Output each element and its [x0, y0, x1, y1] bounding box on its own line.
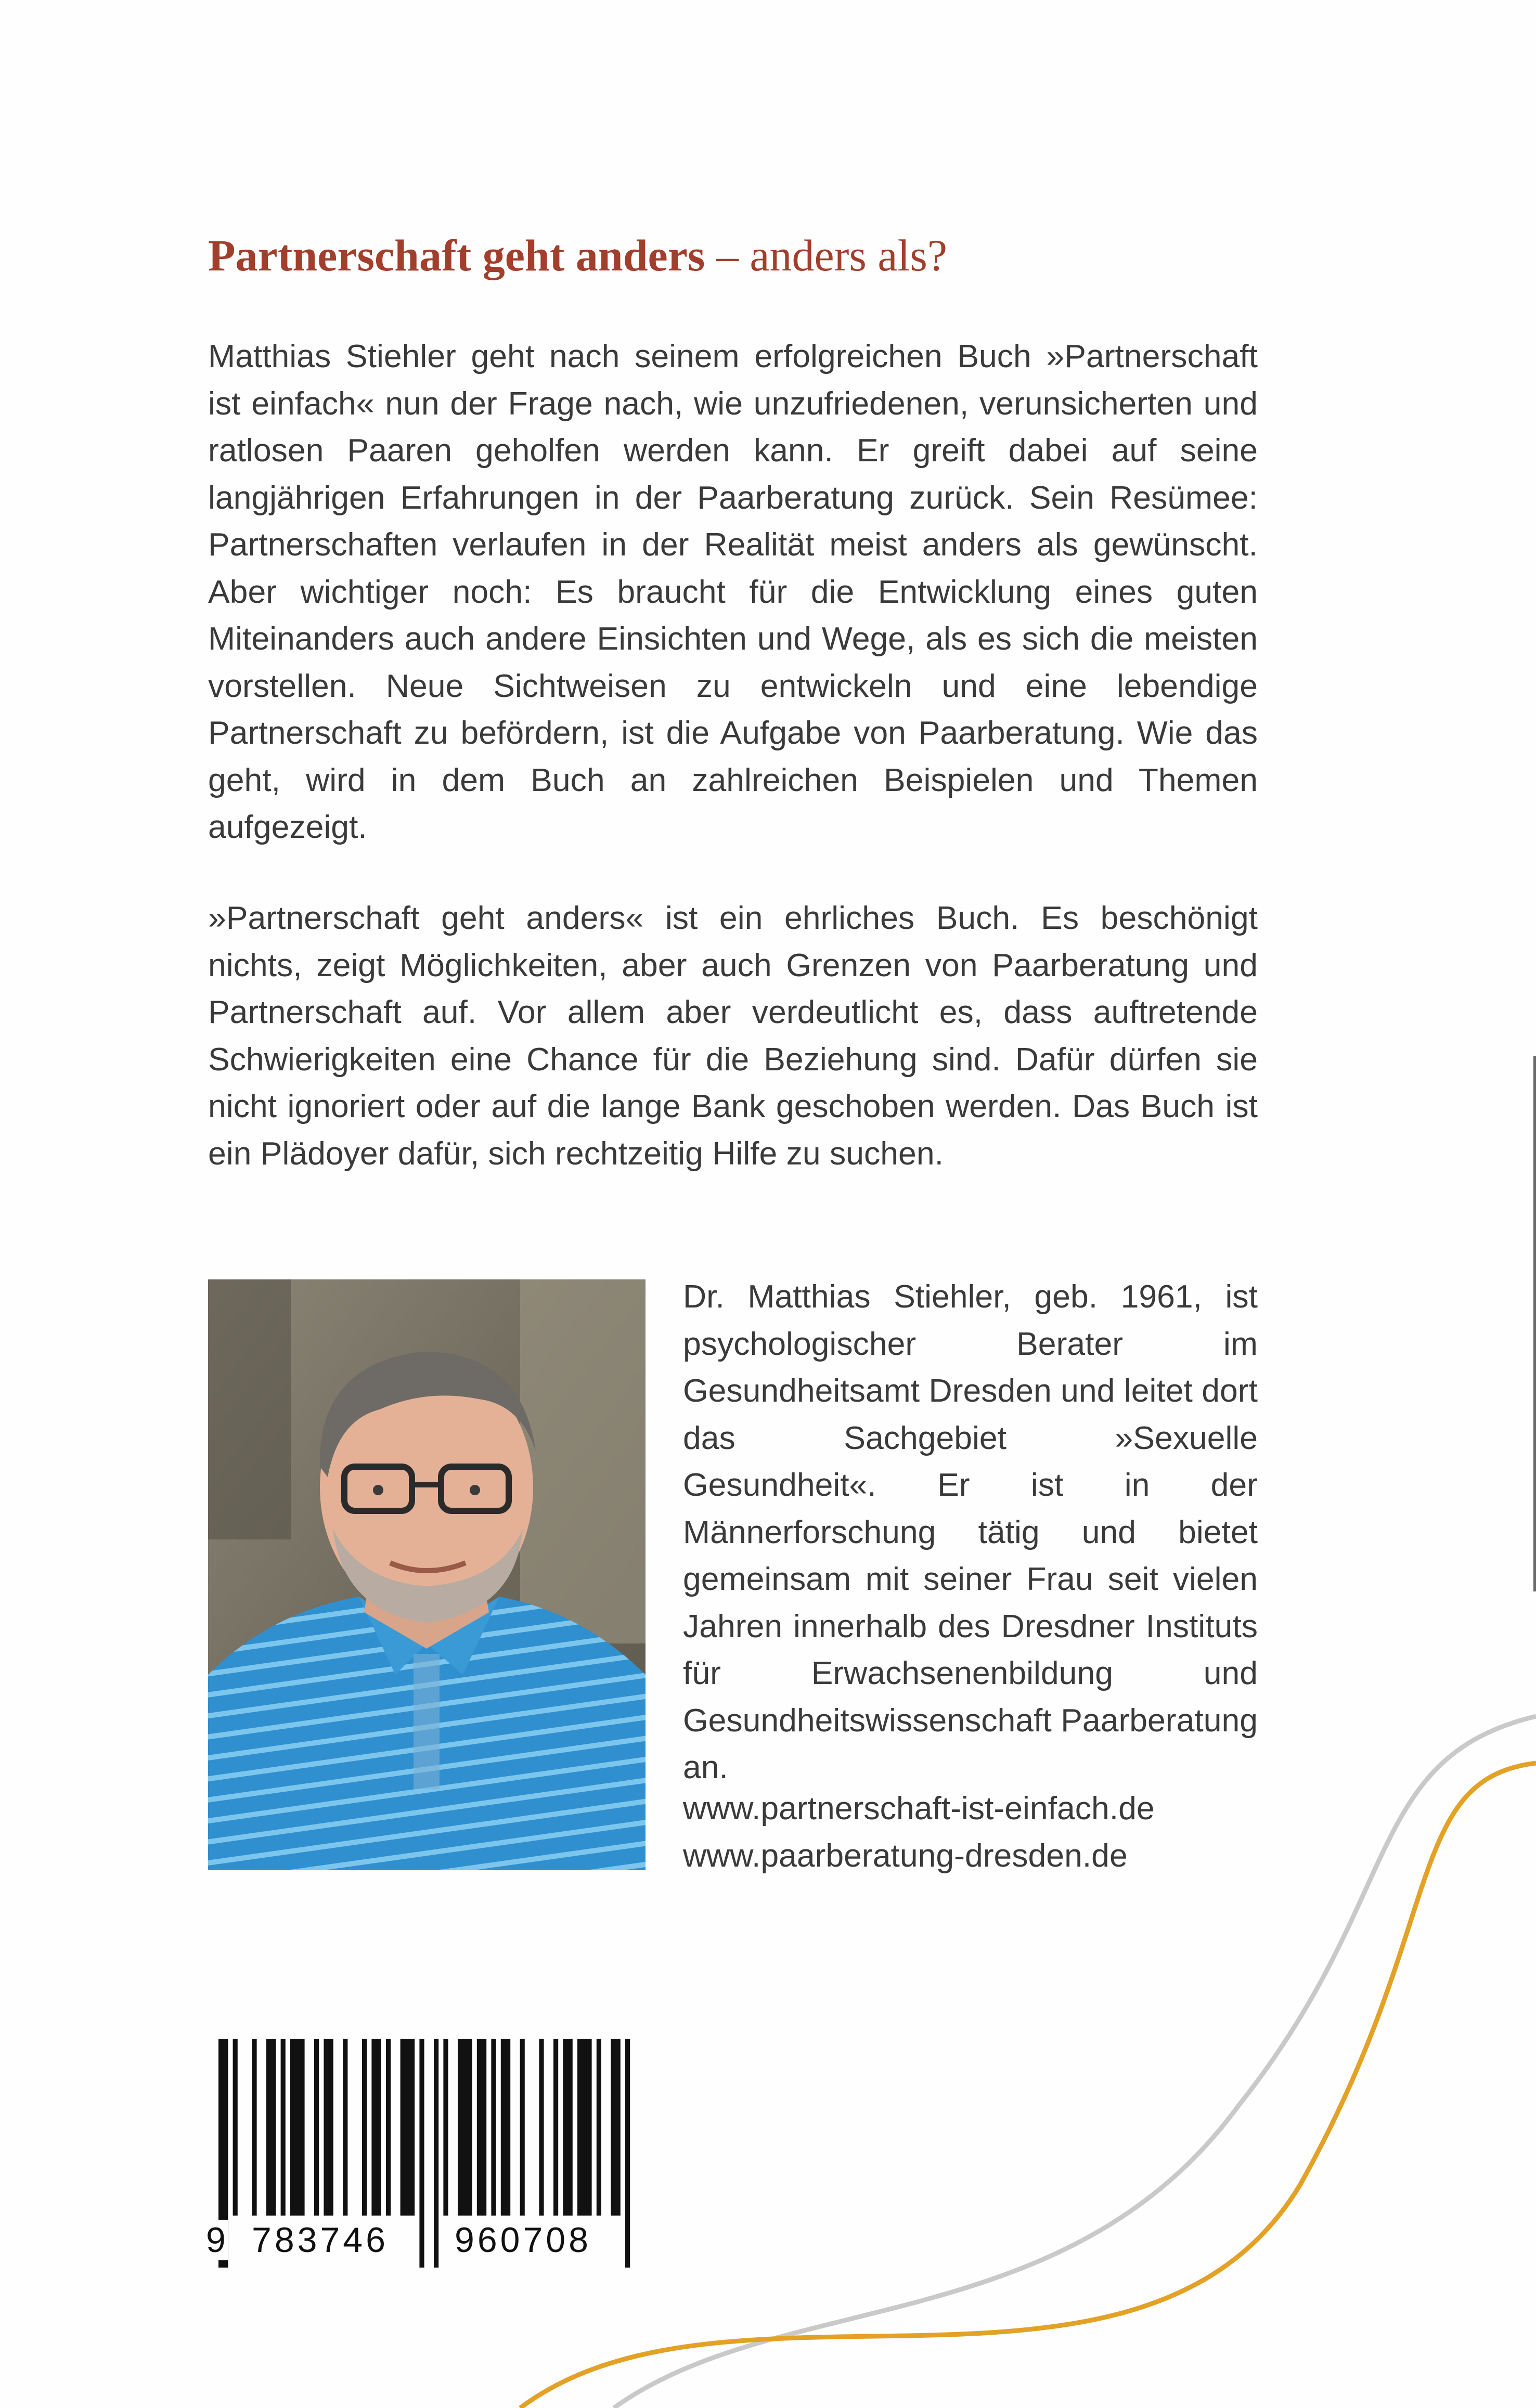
- barcode-bar: [281, 2039, 286, 2216]
- title-main: Partnerschaft geht anders: [208, 230, 705, 280]
- barcode-bar: [386, 2039, 391, 2216]
- website-url-1[interactable]: www.partnerschaft-ist-einfach.de: [683, 1790, 1155, 1827]
- barcode-bar: [290, 2039, 305, 2216]
- isbn-right-digits: 960708: [453, 2220, 593, 2260]
- barcode-bar: [324, 2039, 333, 2216]
- isbn-left-digits: 783746: [250, 2220, 391, 2260]
- title-suffix: – anders als?: [705, 230, 948, 280]
- barcode-bar: [597, 2039, 601, 2216]
- barcode-bar: [491, 2039, 496, 2216]
- isbn-first-digit: 9: [204, 2220, 228, 2260]
- barcode-bar: [343, 2039, 347, 2216]
- barcode-bar: [443, 2039, 448, 2216]
- description-paragraph-1: Matthias Stiehler geht nach seinem erfolgreichen Buch »Partnerschaft ist einfach« nun der Frage nach, wie unzufriedenen, verunsicherten und ratlosen Paaren geholfen werden kann. Er greift dabei auf seine langjährigen Erfahrungen in der Paarberatung zurück. Sein Resümee: Partnerschaften verlaufen in der Realität meist anders als gewünscht. Aber wichtiger noch: Es braucht für die Entwicklung eines guten Miteinanders auch andere Einsichten und Wege, als es sich die meisten vorstellen. Neue Sichtweisen zu entwickeln und eine lebendige Partnerschaft zu befördern, ist die Aufgabe von Paarberatung. Wie das geht, wird in dem Buch an zahlreichen Beispielen und Themen aufgezeigt.: [208, 338, 1258, 845]
- barcode-bar: [371, 2039, 381, 2216]
- description-paragraph-2: »Partnerschaft geht anders« ist ein ehrliches Buch. Es beschönigt nichts, zeigt Möglichkeiten, aber auch Grenzen von Paarberatung und Partnerschaft auf. Vor allem aber verdeutlicht es, dass auftretende Schwierigkeiten eine Chance für die Beziehung sind. Dafür dürfen sie nicht ignoriert oder auf die lange Bank geschoben werden. Das Buch ist ein Plädoyer dafür, sich rechtzeitig Hilfe zu suchen.: [208, 900, 1258, 1172]
- website-list: [683, 1785, 1155, 1879]
- barcode-bar: [458, 2039, 472, 2216]
- back-cover-title: [208, 229, 947, 282]
- barcode-bar: [563, 2039, 572, 2216]
- barcode-bar: [233, 2039, 238, 2216]
- barcode-bar: [314, 2039, 319, 2216]
- barcode-bar: [611, 2039, 620, 2216]
- website-url-2[interactable]: www.paarberatung-dresden.de: [683, 1837, 1128, 1874]
- isbn-digits: [208, 2210, 650, 2268]
- author-bio: Dr. Matthias Stiehler, geb. 1961, ist psychologischer Berater im Gesundheitsamt Dresden und leitet dort das Sachgebiet »Sexuelle Gesundheit«. Er ist in der Männerforschung tätig und bietet gemeinsam mit seiner Frau seit vielen Jahren innerhalb des Dresdner Instituts für Erwachsenenbildung und Gesundheitswissenschaft Paarberatung an.: [683, 1278, 1258, 1785]
- spine-edge-line: [1533, 1056, 1536, 1591]
- barcode-bar: [501, 2039, 510, 2216]
- barcode-bar: [362, 2039, 367, 2216]
- barcode-bar: [401, 2039, 415, 2216]
- author-photo: [208, 1279, 646, 1870]
- barcode-bar: [266, 2039, 276, 2216]
- barcode-bar: [553, 2039, 558, 2216]
- barcode-bar: [252, 2039, 256, 2216]
- barcode-bar: [539, 2039, 544, 2216]
- barcode-bar: [577, 2039, 592, 2216]
- barcode-bar: [477, 2039, 486, 2216]
- barcode-bar: [520, 2039, 525, 2216]
